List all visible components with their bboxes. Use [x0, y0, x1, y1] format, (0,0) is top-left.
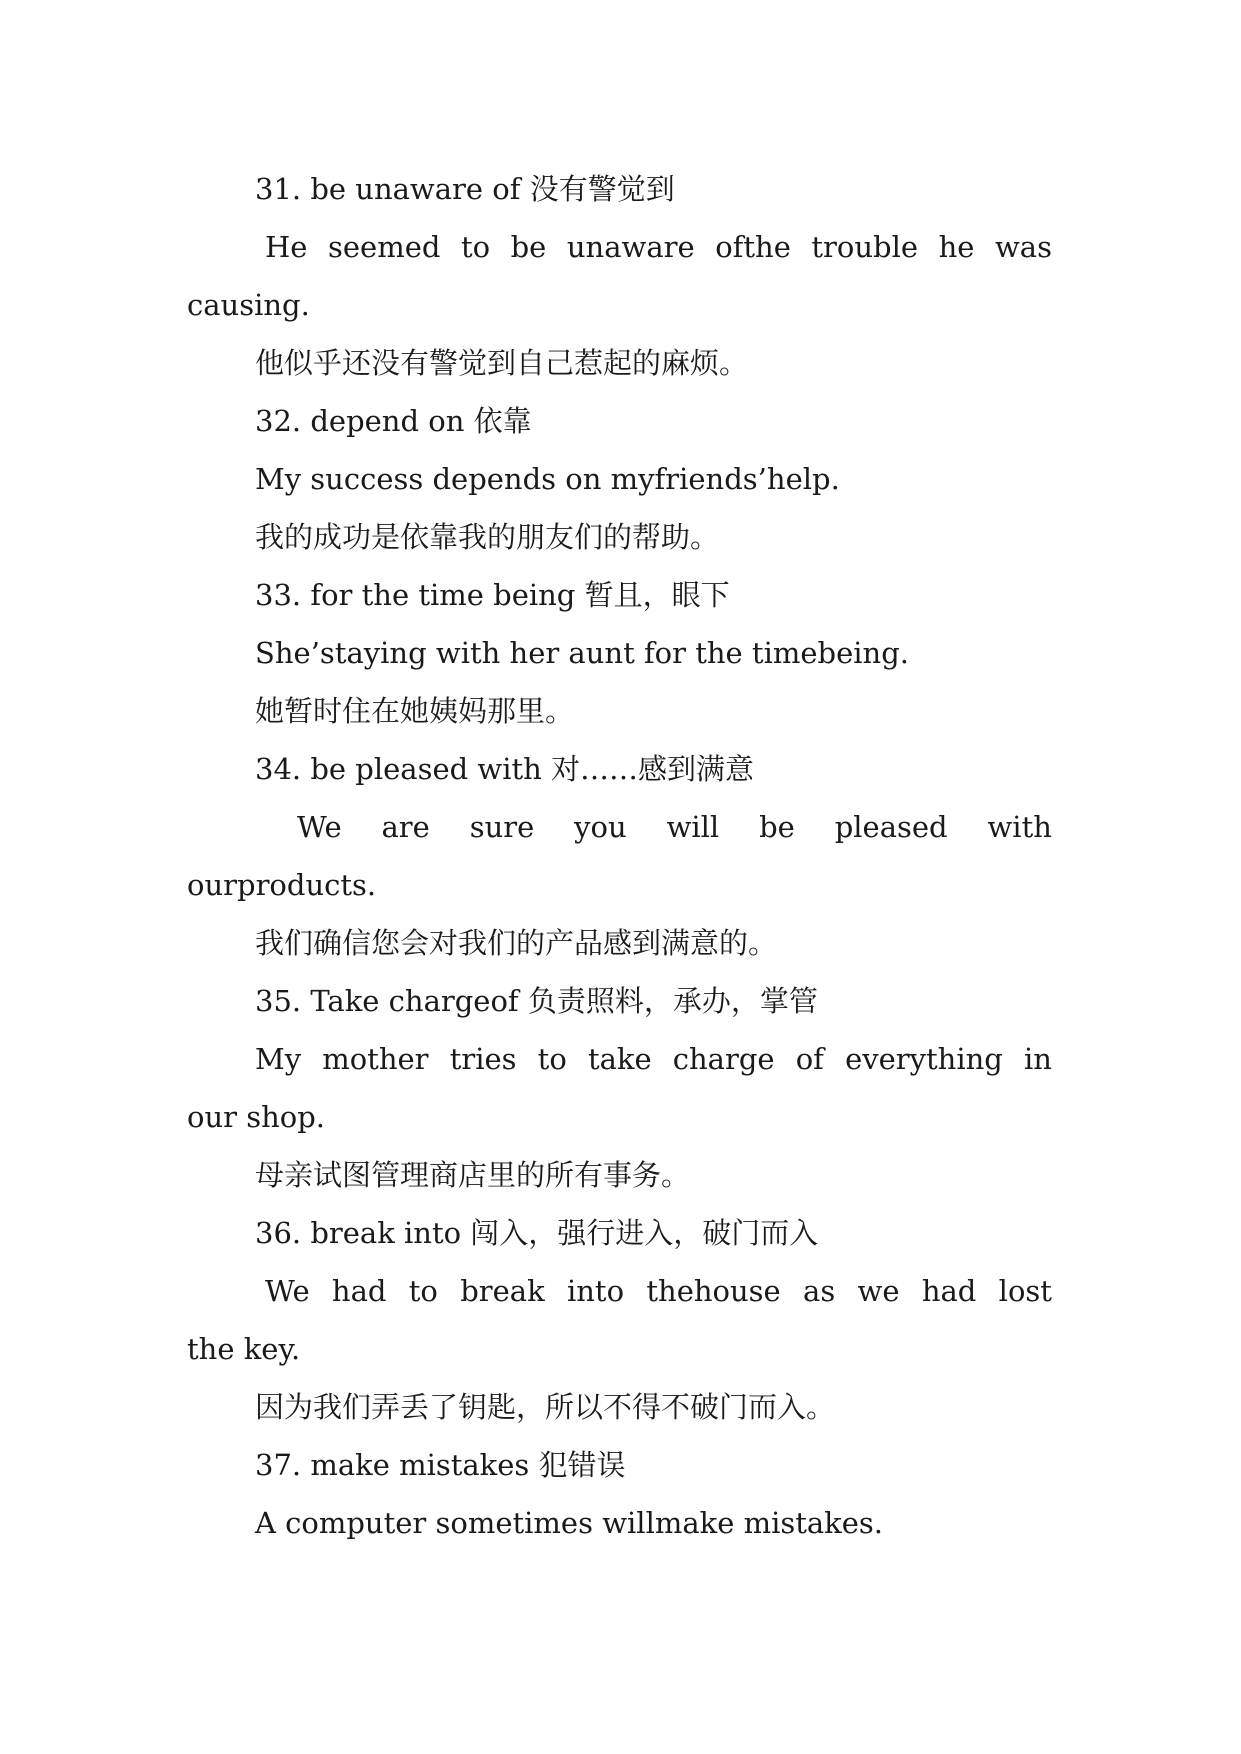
example-sentence-35-line2: our shop. [187, 1100, 326, 1134]
word: My [255, 1042, 302, 1076]
word: We [297, 810, 342, 844]
word: was [994, 230, 1052, 264]
phrase-heading-33: 33. for the time being 暂且，眼下 [255, 578, 730, 612]
word: in [1024, 1042, 1052, 1076]
word: you [574, 810, 627, 844]
word: He [265, 230, 308, 264]
phrase-heading-34: 34. be pleased with 对……感到满意 [255, 752, 755, 786]
word: mother [322, 1042, 429, 1076]
phrase-heading-32: 32. depend on 依靠 [255, 404, 532, 438]
word: had [921, 1274, 977, 1308]
word: sure [469, 810, 535, 844]
example-sentence-31-line1 [187, 218, 1052, 276]
word: of [795, 1042, 824, 1076]
word: thehouse [646, 1274, 781, 1308]
word: ofthe [715, 230, 791, 264]
example-sentence-31-line2: causing. [187, 288, 310, 322]
word: everything [845, 1042, 1003, 1076]
phrase-heading-37: 37. make mistakes 犯错误 [255, 1448, 626, 1482]
word: pleased [834, 810, 948, 844]
word: we [857, 1274, 900, 1308]
translation-34: 我们确信您会对我们的产品感到满意的。 [255, 926, 778, 960]
translation-35: 母亲试图管理商店里的所有事务。 [255, 1158, 691, 1192]
translation-32: 我的成功是依靠我的朋友们的帮助。 [255, 520, 720, 554]
word: tries [449, 1042, 517, 1076]
translation-31: 他似乎还没有警觉到自己惹起的麻烦。 [255, 346, 749, 380]
translation-36: 因为我们弄丢了钥匙，所以不得不破门而入。 [255, 1390, 836, 1424]
example-sentence-33: She’staying with her aunt for the timebeing. [255, 636, 909, 670]
word: as [803, 1274, 836, 1308]
phrase-heading-36: 36. break into 闯入，强行进入，破门而入 [255, 1216, 819, 1250]
word: seemed [327, 230, 441, 264]
word: he [938, 230, 975, 264]
word: unaware [566, 230, 695, 264]
word: into [566, 1274, 625, 1308]
word: take [587, 1042, 652, 1076]
word: trouble [811, 230, 919, 264]
word: We [265, 1274, 310, 1308]
word: be [759, 810, 795, 844]
document-body [187, 160, 1052, 1552]
word: had [331, 1274, 387, 1308]
word: are [381, 810, 430, 844]
example-sentence-35-line1 [187, 1030, 1052, 1088]
word: charge [672, 1042, 775, 1076]
phrase-heading-31: 31. be unaware of 没有警觉到 [255, 172, 675, 206]
word: with [987, 810, 1052, 844]
example-sentence-32: My success depends on myfriends’help. [255, 462, 840, 496]
phrase-heading-35: 35. Take chargeof 负责照料，承办，掌管 [255, 984, 818, 1018]
word: break [460, 1274, 545, 1308]
example-sentence-36-line1 [187, 1262, 1052, 1320]
word: will [666, 810, 720, 844]
example-sentence-34-line1 [187, 798, 1052, 856]
word: to [460, 230, 491, 264]
word: to [408, 1274, 438, 1308]
example-sentence-34-line2: ourproducts. [187, 868, 377, 902]
translation-33: 她暂时住在她姨妈那里。 [255, 694, 575, 728]
word: to [537, 1042, 567, 1076]
word: lost [998, 1274, 1052, 1308]
example-sentence-36-line2: the key. [187, 1332, 301, 1366]
word: be [510, 230, 547, 264]
example-sentence-37: A computer sometimes willmake mistakes. [255, 1506, 884, 1540]
